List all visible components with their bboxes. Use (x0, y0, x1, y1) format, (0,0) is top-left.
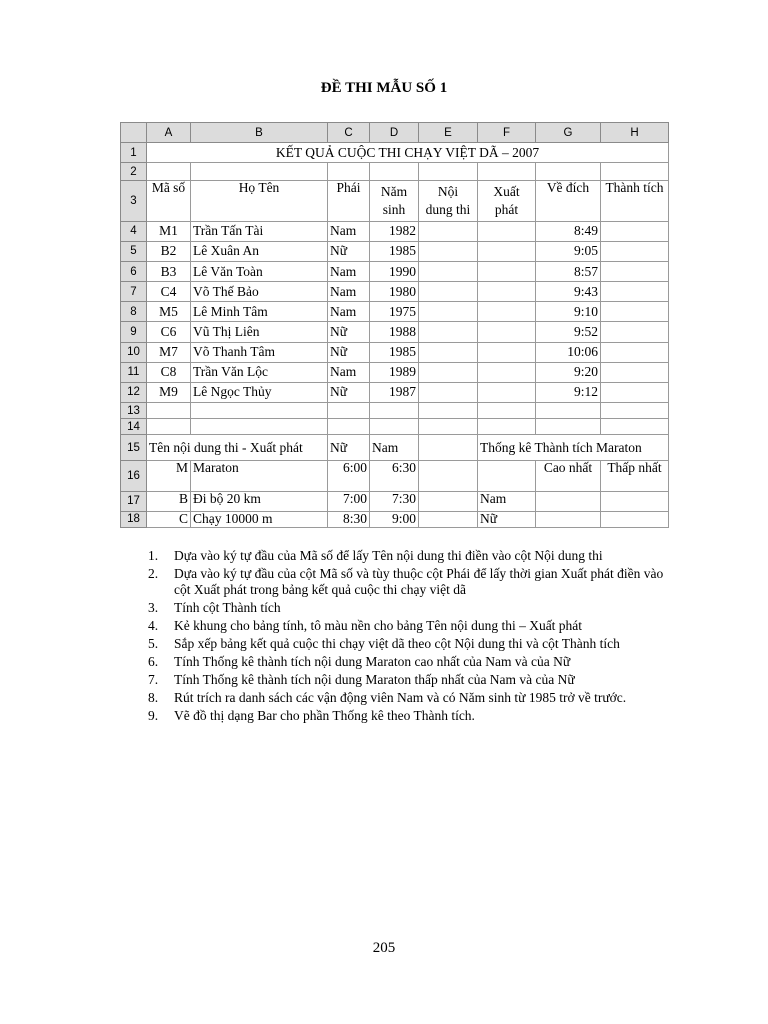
ve-dich-cell[interactable]: 8:49 (536, 221, 601, 241)
ma-so-cell[interactable]: B3 (147, 261, 191, 281)
ho-ten-cell[interactable]: Lê Ngọc Thủy (191, 382, 328, 402)
task-number: 9. (148, 707, 159, 723)
sheet-row (121, 511, 669, 527)
task-text: Rút trích ra danh sách các vận động viên Nam và có Năm sinh từ 1985 trở về trước. (174, 689, 627, 705)
cell[interactable] (370, 402, 419, 418)
lookup-header[interactable]: Tên nội dung thi - Xuất phát (147, 435, 328, 461)
row-header[interactable]: 14 (121, 419, 147, 435)
cell-text: Năm (380, 184, 408, 200)
phai-cell[interactable]: Nữ (328, 382, 370, 402)
nam-sinh-cell[interactable]: 1988 (370, 322, 419, 342)
ho-ten-cell[interactable]: Lê Văn Toàn (191, 261, 328, 281)
cell[interactable] (419, 402, 478, 418)
task-number: 2. (148, 566, 159, 581)
ma-so-cell[interactable]: B2 (147, 241, 191, 261)
lookup-nu-cell[interactable]: 8:30 (328, 511, 370, 527)
nam-sinh-cell[interactable]: 1980 (370, 282, 419, 302)
ma-so-cell[interactable]: C8 (147, 362, 191, 382)
row-header[interactable]: 16 (121, 461, 147, 491)
lookup-nam-cell[interactable]: 7:30 (370, 491, 419, 511)
column-header[interactable]: H (601, 123, 669, 143)
phai-cell[interactable]: Nam (328, 221, 370, 241)
header-ho-ten[interactable]: Họ Tên (191, 181, 328, 221)
column-header[interactable]: D (370, 123, 419, 143)
thanh-tich-cell[interactable] (601, 221, 669, 241)
sheet-row (121, 143, 669, 163)
column-header[interactable]: A (147, 123, 191, 143)
lookup-code-cell[interactable]: C (147, 511, 191, 527)
task-number: 3. (148, 599, 159, 615)
cell[interactable] (478, 419, 536, 435)
row-header[interactable]: 10 (121, 342, 147, 362)
sheet-row (121, 181, 669, 221)
cell[interactable] (536, 419, 601, 435)
lookup-code-cell[interactable]: M (147, 461, 191, 491)
noi-dung-thi-cell[interactable] (419, 382, 478, 402)
stats-thap-nhat-cell[interactable] (601, 491, 669, 511)
ve-dich-cell[interactable]: 9:12 (536, 382, 601, 402)
column-header-row (121, 123, 669, 143)
stats-nu-label[interactable]: Nữ (478, 511, 536, 527)
row-header[interactable]: 2 (121, 163, 147, 181)
task-text: Tính cột Thành tích (174, 599, 281, 615)
ma-so-cell[interactable]: M5 (147, 302, 191, 322)
row-header[interactable]: 11 (121, 362, 147, 382)
nam-sinh-cell[interactable]: 1975 (370, 302, 419, 322)
ho-ten-cell[interactable]: Lê Xuân An (191, 241, 328, 261)
ve-dich-cell[interactable]: 9:10 (536, 302, 601, 322)
ve-dich-cell[interactable]: 9:43 (536, 282, 601, 302)
sheet-row (121, 221, 669, 241)
xuat-phat-cell[interactable] (478, 362, 536, 382)
task-item (148, 618, 678, 634)
task-text: Vẽ đồ thị dạng Bar cho phần Thống kê theo Thành tích. (174, 707, 475, 723)
noi-dung-thi-cell[interactable] (419, 282, 478, 302)
sheet-row (121, 491, 669, 511)
cell[interactable] (328, 163, 370, 181)
noi-dung-thi-cell[interactable] (419, 261, 478, 281)
lookup-nam-header[interactable]: Nam (370, 435, 419, 461)
lookup-nu-cell[interactable]: 6:00 (328, 461, 370, 491)
task-text: Dựa vào ký tự đầu của Mã số để lấy Tên nội dung thi điền vào cột Nội dung thi (174, 548, 603, 563)
header-phai[interactable]: Phái (328, 181, 370, 221)
nam-sinh-cell[interactable]: 1985 (370, 342, 419, 362)
row-header[interactable]: 18 (121, 511, 147, 527)
ho-ten-cell[interactable]: Trần Tấn Tài (191, 221, 328, 241)
row-header[interactable]: 4 (121, 221, 147, 241)
stats-cao-nhat-cell[interactable] (536, 491, 601, 511)
thanh-tich-cell[interactable] (601, 342, 669, 362)
task-number: 6. (148, 653, 159, 669)
stats-nam-label[interactable]: Nam (478, 491, 536, 511)
noi-dung-thi-cell[interactable] (419, 221, 478, 241)
stats-cao-nhat-cell[interactable] (536, 511, 601, 527)
noi-dung-thi-cell[interactable] (419, 241, 478, 261)
cell[interactable] (191, 163, 328, 181)
noi-dung-thi-cell[interactable] (419, 362, 478, 382)
task-number: 4. (148, 617, 159, 633)
phai-cell[interactable]: Nam (328, 282, 370, 302)
lookup-name-cell[interactable]: Maraton (191, 461, 328, 491)
select-all-corner[interactable] (121, 123, 147, 143)
sheet-row (121, 435, 669, 461)
row-header[interactable]: 15 (121, 435, 147, 461)
xuat-phat-cell[interactable] (478, 342, 536, 362)
ma-so-cell[interactable]: C4 (147, 282, 191, 302)
thanh-tich-cell[interactable] (601, 282, 669, 302)
nam-sinh-cell[interactable]: 1989 (370, 362, 419, 382)
ve-dich-cell[interactable]: 9:05 (536, 241, 601, 261)
row-header[interactable]: 9 (121, 322, 147, 342)
thanh-tich-cell[interactable] (601, 322, 669, 342)
header-xuat-phat[interactable] (478, 181, 536, 221)
spreadsheet (120, 122, 669, 528)
xuat-phat-cell[interactable] (478, 241, 536, 261)
column-header[interactable]: F (478, 123, 536, 143)
task-item (148, 672, 678, 688)
cell[interactable] (370, 163, 419, 181)
thanh-tich-cell[interactable] (601, 261, 669, 281)
xuat-phat-cell[interactable] (478, 322, 536, 342)
cell[interactable] (370, 419, 419, 435)
header-thanh-tich[interactable]: Thành tích (601, 181, 669, 221)
lookup-name-cell[interactable]: Đi bộ 20 km (191, 491, 328, 511)
header-nam-sinh[interactable] (370, 181, 419, 221)
column-header[interactable]: E (419, 123, 478, 143)
cell[interactable] (536, 402, 601, 418)
stats-thap-nhat-cell[interactable] (601, 511, 669, 527)
sheet-row (121, 322, 669, 342)
column-header[interactable]: G (536, 123, 601, 143)
cell-text: sinh (382, 202, 406, 218)
phai-cell[interactable]: Nam (328, 261, 370, 281)
nam-sinh-cell[interactable]: 1985 (370, 241, 419, 261)
noi-dung-thi-cell[interactable] (419, 342, 478, 362)
cell-text: Nội (437, 184, 459, 200)
thanh-tich-cell[interactable] (601, 362, 669, 382)
task-text: Tính Thống kê thành tích nội dung Maraton thấp nhất của Nam và của Nữ (174, 671, 575, 687)
sheet-row (121, 163, 669, 181)
task-item (148, 548, 678, 564)
cell[interactable] (478, 402, 536, 418)
sheet-title-cell[interactable]: KẾT QUẢ CUỘC THI CHẠY VIỆT DÃ – 2007 (147, 143, 669, 163)
ma-so-cell[interactable]: C6 (147, 322, 191, 342)
task-list (148, 548, 678, 726)
cell[interactable] (419, 461, 478, 491)
noi-dung-thi-cell[interactable] (419, 322, 478, 342)
lookup-nam-cell[interactable]: 6:30 (370, 461, 419, 491)
cell[interactable] (601, 419, 669, 435)
task-item (148, 636, 678, 652)
task-text: Tính Thống kê thành tích nội dung Maraton cao nhất của Nam và của Nữ (174, 653, 571, 669)
stats-cao-nhat-header[interactable]: Cao nhất (536, 461, 601, 491)
row-header[interactable]: 12 (121, 382, 147, 402)
nam-sinh-cell[interactable]: 1987 (370, 382, 419, 402)
lookup-name-cell[interactable]: Chạy 10000 m (191, 511, 328, 527)
cell[interactable] (419, 435, 478, 461)
ho-ten-cell[interactable]: Lê Minh Tâm (191, 302, 328, 322)
header-ve-dich[interactable]: Về đích (536, 181, 601, 221)
sheet-row (121, 362, 669, 382)
cell-text: Xuất (493, 184, 520, 200)
cell[interactable] (536, 163, 601, 181)
header-ma-so[interactable]: Mã số (147, 181, 191, 221)
sheet-row (121, 342, 669, 362)
ma-so-cell[interactable]: M9 (147, 382, 191, 402)
header-noi-dung-thi[interactable] (419, 181, 478, 221)
task-item (148, 654, 678, 670)
phai-cell[interactable]: Nam (328, 302, 370, 322)
xuat-phat-cell[interactable] (478, 221, 536, 241)
noi-dung-thi-cell[interactable] (419, 302, 478, 322)
ve-dich-cell[interactable]: 9:20 (536, 362, 601, 382)
thanh-tich-cell[interactable] (601, 241, 669, 261)
column-header[interactable]: B (191, 123, 328, 143)
xuat-phat-cell[interactable] (478, 382, 536, 402)
cell[interactable] (419, 491, 478, 511)
row-header[interactable]: 13 (121, 402, 147, 418)
cell[interactable] (601, 402, 669, 418)
sheet-row (121, 382, 669, 402)
cell[interactable] (191, 402, 328, 418)
cell-text: dung thi (425, 202, 471, 218)
ho-ten-cell[interactable]: Võ Thế Bảo (191, 282, 328, 302)
lookup-nu-header[interactable]: Nữ (328, 435, 370, 461)
task-text: Sắp xếp bảng kết quả cuộc thi chạy việt dã theo cột Nội dung thi và cột Thành tích (174, 635, 620, 651)
sheet-row (121, 241, 669, 261)
ma-so-cell[interactable]: M1 (147, 221, 191, 241)
cell[interactable] (478, 461, 536, 491)
sheet-row (121, 261, 669, 281)
task-text: Dựa vào ký tự đầu của cột Mã số và tùy thuộc cột Phái để lấy thời gian Xuất phát điền vào cột Xuất phát trong bảng kết quả cuộc thi chạy việt dã (174, 566, 664, 597)
lookup-nam-cell[interactable]: 9:00 (370, 511, 419, 527)
lookup-nu-cell[interactable]: 7:00 (328, 491, 370, 511)
lookup-code-cell[interactable]: B (147, 491, 191, 511)
xuat-phat-cell[interactable] (478, 282, 536, 302)
cell[interactable] (147, 402, 191, 418)
row-header[interactable]: 6 (121, 261, 147, 281)
cell[interactable] (328, 419, 370, 435)
stats-thap-nhat-header[interactable]: Thấp nhất (601, 461, 669, 491)
task-number: 8. (148, 689, 159, 705)
phai-cell[interactable]: Nam (328, 362, 370, 382)
nam-sinh-cell[interactable]: 1990 (370, 261, 419, 281)
sheet-row (121, 282, 669, 302)
ma-so-cell[interactable]: M7 (147, 342, 191, 362)
sheet-row (121, 461, 669, 491)
xuat-phat-cell[interactable] (478, 261, 536, 281)
column-header[interactable]: C (328, 123, 370, 143)
ho-ten-cell[interactable]: Võ Thanh Tâm (191, 342, 328, 362)
row-header[interactable]: 1 (121, 143, 147, 163)
xuat-phat-cell[interactable] (478, 302, 536, 322)
row-header[interactable]: 8 (121, 302, 147, 322)
task-number: 1. (148, 548, 159, 563)
cell-text: phát (494, 202, 519, 218)
ho-ten-cell[interactable]: Vũ Thị Liên (191, 322, 328, 342)
ve-dich-cell[interactable]: 8:57 (536, 261, 601, 281)
ve-dich-cell[interactable]: 9:52 (536, 322, 601, 342)
cell[interactable] (147, 419, 191, 435)
cell[interactable] (601, 163, 669, 181)
task-number: 5. (148, 635, 159, 651)
cell[interactable] (328, 402, 370, 418)
sheet-row (121, 419, 669, 435)
sheet-row (121, 402, 669, 418)
task-text: Kẻ khung cho bảng tính, tô màu nền cho bảng Tên nội dung thi – Xuất phát (174, 617, 583, 633)
phai-cell[interactable]: Nữ (328, 241, 370, 261)
stats-header[interactable]: Thống kê Thành tích Maraton (478, 435, 669, 461)
task-number: 7. (148, 671, 159, 687)
nam-sinh-cell[interactable]: 1982 (370, 221, 419, 241)
phai-cell[interactable]: Nữ (328, 322, 370, 342)
task-item (148, 708, 678, 724)
row-header[interactable]: 7 (121, 282, 147, 302)
row-header[interactable]: 3 (121, 181, 147, 221)
page-title: ĐỀ THI MẪU SỐ 1 (320, 80, 448, 96)
ho-ten-cell[interactable]: Trần Văn Lộc (191, 362, 328, 382)
cell[interactable] (419, 511, 478, 527)
cell[interactable] (419, 419, 478, 435)
thanh-tich-cell[interactable] (601, 382, 669, 402)
cell[interactable] (147, 163, 191, 181)
thanh-tich-cell[interactable] (601, 302, 669, 322)
sheet-row (121, 302, 669, 322)
page-number: 205 (372, 940, 396, 956)
task-item (148, 690, 678, 706)
task-item (148, 566, 678, 597)
ve-dich-cell[interactable]: 10:06 (536, 342, 601, 362)
row-header[interactable]: 17 (121, 491, 147, 511)
cell[interactable] (191, 419, 328, 435)
phai-cell[interactable]: Nữ (328, 342, 370, 362)
cell[interactable] (419, 163, 478, 181)
task-item (148, 600, 678, 616)
cell[interactable] (478, 163, 536, 181)
row-header[interactable]: 5 (121, 241, 147, 261)
